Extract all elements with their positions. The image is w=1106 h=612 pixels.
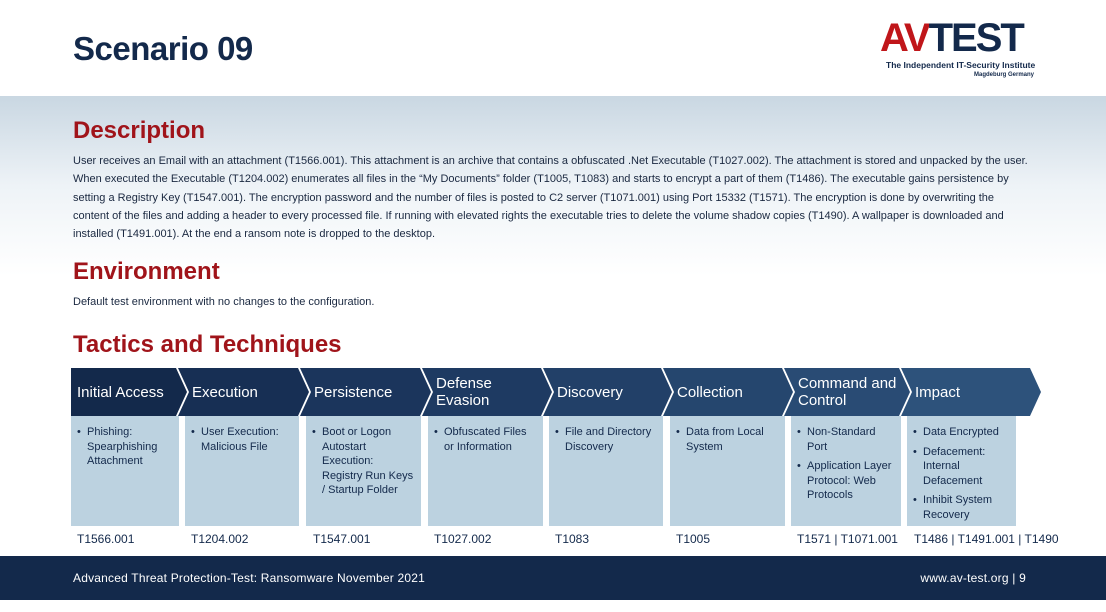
- tactic-chevron-5: [543, 368, 672, 416]
- technique-ids: T1005: [676, 532, 711, 546]
- tactic-label: Persistence: [314, 383, 393, 401]
- technique-card-3: [306, 416, 421, 526]
- logo-test-text: TEST: [928, 16, 1023, 60]
- technique-item: • Non-Standard Port: [797, 425, 895, 454]
- technique-card-1: [71, 416, 179, 526]
- technique-ids: T1571 | T1071.001: [797, 532, 898, 546]
- tactic-chevron-1: [71, 368, 187, 416]
- technique-item: • Boot or Logon Autostart Execution: Registry Run Keys / Startup Folder: [312, 425, 415, 498]
- technique-card-2: [185, 416, 299, 526]
- technique-ids: T1083: [555, 532, 590, 546]
- environment-text: Default test environment with no changes to the configuration.: [73, 296, 375, 308]
- technique-card-7: [791, 416, 901, 526]
- logo-wordmark: [880, 18, 1023, 58]
- slide-footer: [0, 556, 1106, 600]
- technique-ids: T1486 | T1491.001 | T1490: [914, 532, 1059, 546]
- tactic-label: Discovery: [557, 383, 623, 401]
- technique-item: • User Execution: Malicious File: [191, 425, 293, 454]
- tactics-chevron-row: [71, 368, 1041, 416]
- tactic-chevron-4: [422, 368, 552, 416]
- tactic-chevron-2: [178, 368, 309, 416]
- technique-item: • Defacement: Internal Defacement: [913, 445, 1010, 489]
- technique-ids: T1027.002: [434, 532, 492, 546]
- tactic-label: Collection: [677, 383, 743, 401]
- technique-ids: T1204.002: [191, 532, 249, 546]
- technique-card-8: [907, 416, 1016, 526]
- description-heading: Description: [73, 117, 206, 144]
- tactic-chevron-8: [901, 368, 1041, 416]
- logo-subtitle: The Independent IT-Security Institute: [886, 60, 1036, 70]
- technique-ids: T1547.001: [313, 532, 371, 546]
- technique-item: • File and Directory Discovery: [555, 425, 657, 454]
- page-title: Scenario 09: [73, 30, 253, 67]
- technique-card-5: [549, 416, 663, 526]
- logo-location: Magdeburg Germany: [974, 72, 1035, 78]
- technique-item: • Application Layer Protocol: Web Protocols: [797, 459, 895, 503]
- technique-item: • Data Encrypted: [913, 425, 1010, 440]
- tactic-label: Command and Control: [798, 375, 897, 409]
- tactics-heading: Tactics and Techniques: [73, 331, 342, 358]
- technique-ids: T1566.001: [77, 532, 135, 546]
- av-test-logo: [880, 18, 1040, 82]
- slide-header: [0, 0, 1106, 96]
- tactic-label: Defense Evasion: [436, 375, 492, 409]
- tactic-chevron-6: [663, 368, 793, 416]
- footer-page: www.av-test.org | 9: [920, 571, 1026, 585]
- technique-card-6: [670, 416, 785, 526]
- technique-item: • Inhibit System Recovery: [913, 493, 1010, 522]
- technique-item: • Obfuscated Files or Information: [434, 425, 537, 454]
- description-text: User receives an Email with an attachment (T1566.001). This attachment is an archive that contains a obfuscated .Net Executable (T1027.002). The attachment is stored and unpacked by the user. When executed the Executable (T1204.002) enumerates all files in the “My Documents” folder (T1005, T1083) and starts to encrypt a part of them (T1486). The executable gains persistence by setting a Registry Key (T1547.001). The encryption password and the number of files is posted to C2 server (T1071.001) using Port 15332 (T1571). The encryption is done by overwriting the content of the files and adding a header to every processed file. If running with elevated rights the executable tries to delete the volume shadow copies (T1490). A wallpaper is downloaded and installed (T1491.001). At the end a ransom note is dropped to the desktop.: [73, 155, 1028, 241]
- technique-item: • Phishing: Spearphishing Attachment: [77, 425, 173, 469]
- tactic-label: Initial Access: [77, 383, 164, 401]
- tactic-chevron-7: [784, 368, 910, 416]
- environment-heading: Environment: [73, 258, 220, 285]
- logo-av-text: AV: [880, 16, 929, 60]
- tactic-label: Execution: [192, 383, 258, 401]
- technique-item: • Data from Local System: [676, 425, 779, 454]
- tactic-chevron-3: [300, 368, 431, 416]
- footer-title: Advanced Threat Protection-Test: Ransomware November 2021: [73, 571, 426, 585]
- tactic-label: Impact: [915, 383, 961, 401]
- technique-card-4: [428, 416, 543, 526]
